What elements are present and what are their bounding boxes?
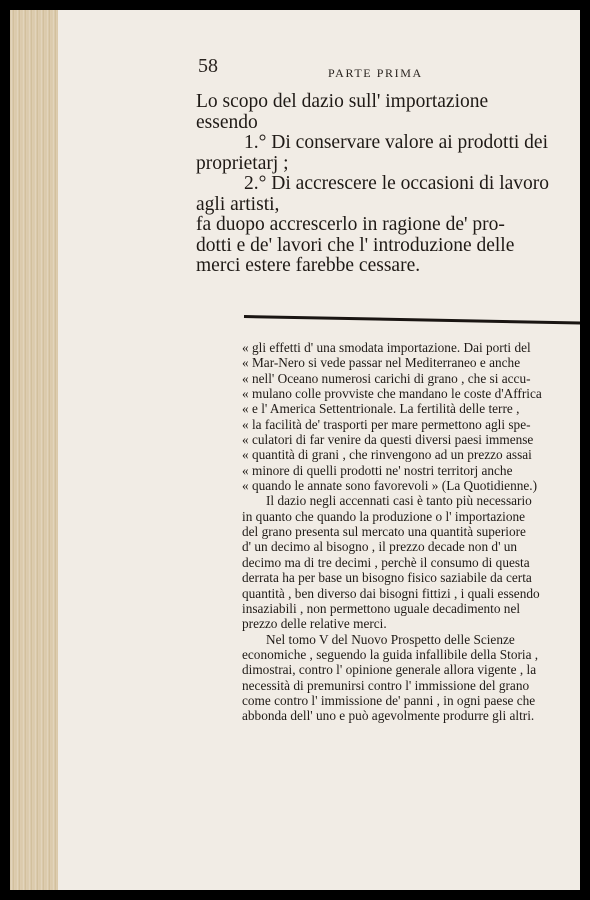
text-line: quantità , ben diverso dai bisogni fittizi , i quali essendo [242,585,540,601]
text-line: come contro l' immissione de' panni , in ogni paese che [242,692,536,708]
main-text [196,92,580,277]
text-line: agli artisti, [196,193,280,215]
text-line: « quantità di grani , che rinvengono ad un prezzo assai [242,447,532,463]
book-page-photo [10,10,580,890]
page-edges [10,10,58,890]
text-line: del grano presenta sul mercato una quantità superiore [242,524,526,540]
text-line: dimostrai, contro l' opinione generale allora vigente , la [242,662,537,678]
text-line: « mulano colle provviste che mandano le coste d'Affrica [242,386,542,402]
text-line: in quanto che quando la produzione o l' importazione [242,508,526,524]
text-line: d' un decimo al bisogno , il prezzo decade non d' un [242,539,518,555]
footnote-text [242,340,580,724]
text-line: economiche , seguendo la guida infallibile della Storia , [242,646,539,662]
text-line: derrata ha per base un bisogno fisico saziabile da certa [242,570,532,586]
text-line: Lo scopo del dazio sull' importazione [196,91,489,112]
text-line: decimo ma di tre decimi , perchè il consumo di questa [242,554,530,570]
text-line: « minore di quelli prodotti ne' nostri territorj anche [242,462,513,478]
text-line: fa duopo accrescerlo in ragione de' pro- [196,214,505,235]
text-line: proprietarj ; [196,152,289,174]
text-line: dotti e de' lavori che l' introduzione delle [196,234,515,256]
text-line: « nell' Oceano numerosi carichi di grano , che si accu- [242,370,531,386]
text-line: Nel tomo V del Nuovo Prospetto delle Scienze [266,631,515,647]
text-line: 1.° Di conservare valore ai prodotti dei [244,132,548,153]
text-line: Il dazio negli accennati casi è tanto più necessario [266,493,532,509]
text-line: 2.° Di accrescere le occasioni di lavoro [244,173,550,194]
text-line: necessità di premunirsi contro l' immissione del grano [242,677,530,693]
text-line: « Mar-Nero si vede passar nel Mediterraneo e anche [242,355,521,371]
footnote-rule [244,315,580,325]
text-line: essendo [196,111,258,133]
text-line: « e l' America Settentrionale. La fertilità delle terre , [242,401,520,417]
text-line: « la facilità de' trasporti per mare permettono agli spe- [242,416,531,432]
text-line: merci estere farebbe cessare. [196,255,421,276]
text-line: prezzo delle relative merci. [242,616,387,632]
text-line: « gli effetti d' una smodata importazione. Dai porti del [242,340,531,355]
text-line: « quando le annate sono favorevoli » (La Quotidienne.) [242,478,538,494]
text-line: abbonda dell' uno e può agevolmente produrre gli altri. [242,708,535,724]
page-number: 58 [198,55,218,77]
text-line: « culatori di far venire da questi diversi paesi immense [242,432,534,448]
text-line: insaziabili , non permettono uguale decadimento nel [242,600,521,616]
page [58,10,580,890]
running-title: PARTE PRIMA [328,66,423,80]
